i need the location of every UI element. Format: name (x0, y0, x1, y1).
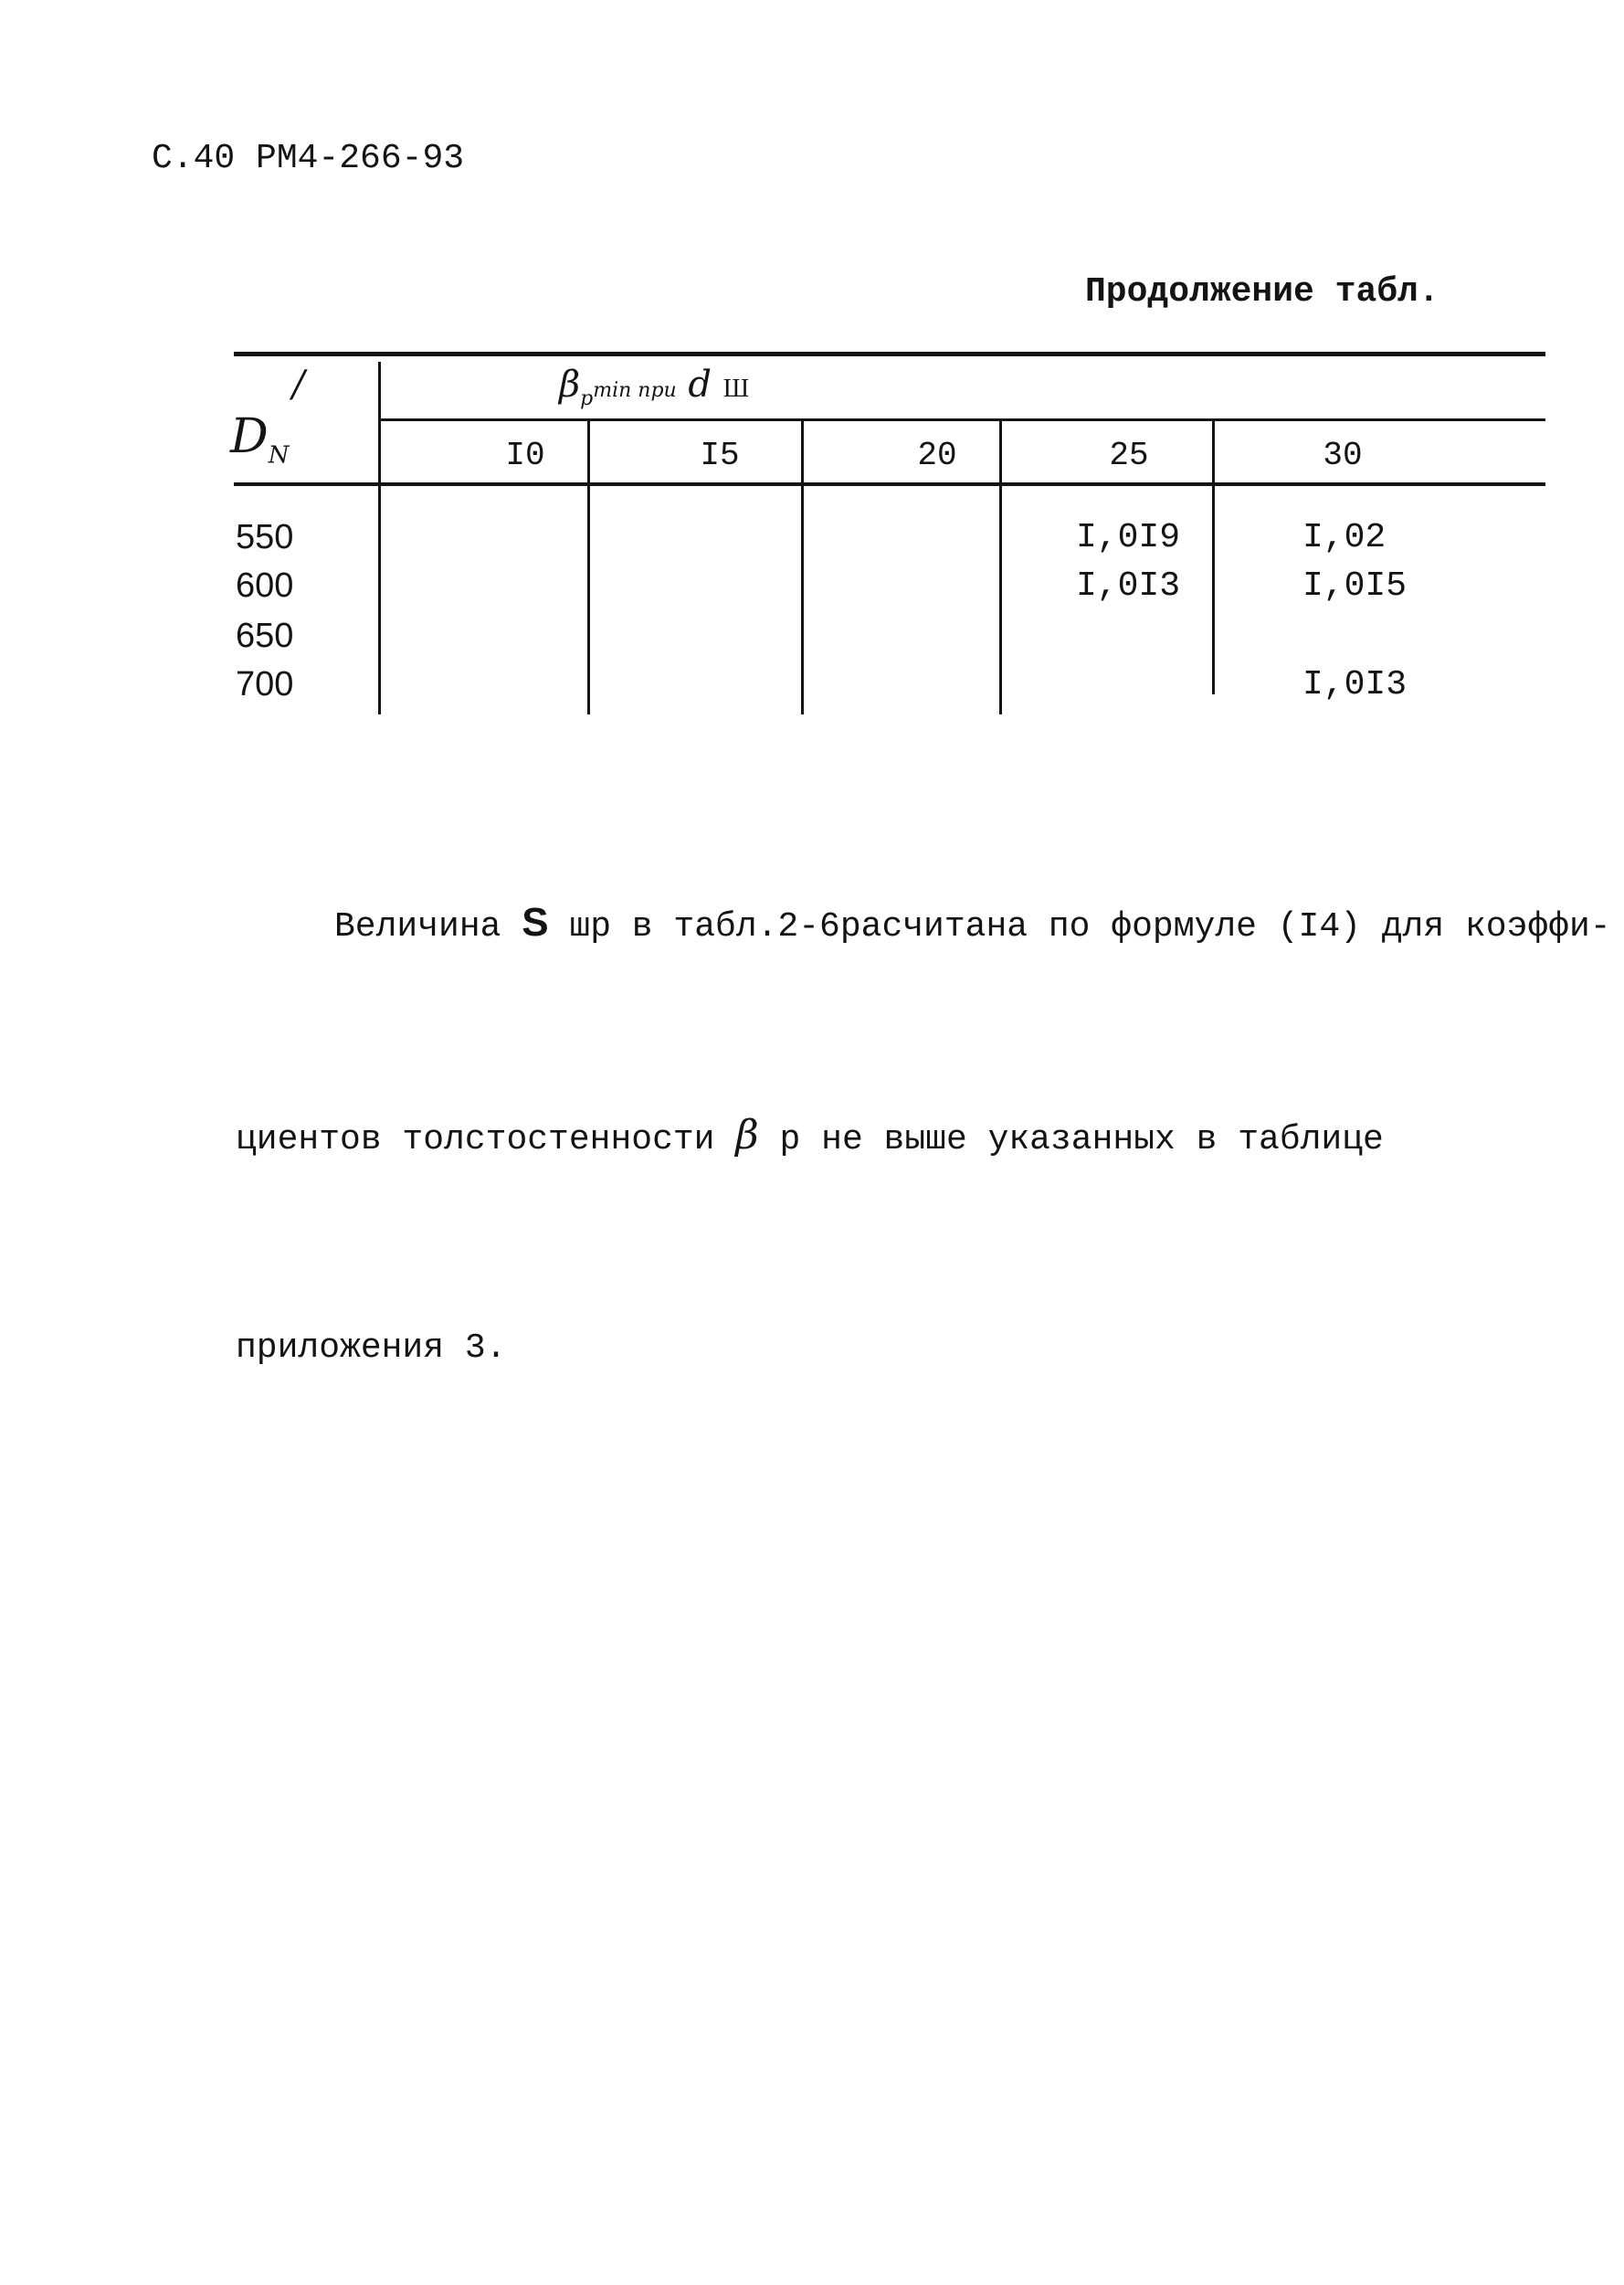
table-continuation-label: Продолжение табл. (1085, 272, 1439, 312)
symbol-s: S (522, 900, 549, 945)
row-label: 550 (236, 518, 294, 556)
note-line-3: приложения 3. (236, 1328, 507, 1368)
group-header-suffix: Ш (722, 375, 749, 403)
row-label: 650 (236, 617, 294, 655)
group-header-d: d (688, 364, 712, 406)
symbol-beta: β (735, 1112, 759, 1158)
table-cell: I,02 (1302, 518, 1387, 557)
table-cell: I,0I3 (1302, 665, 1408, 704)
table-vline-5 (1212, 420, 1215, 694)
row-label: 700 (236, 665, 294, 703)
row-header-d (230, 409, 289, 469)
table-top-rule (234, 352, 1545, 356)
column-header: I5 (700, 437, 740, 474)
row-header-symbol: D (230, 409, 269, 464)
note-line-1: Величина S шр в табл.2-6расчитана по формуле (I4) для коэффи- (334, 900, 1611, 947)
column-header: 25 (1109, 437, 1149, 474)
table-vline-1 (378, 362, 381, 714)
row-header-subscript: N (268, 441, 290, 470)
group-header-small: min при (593, 379, 677, 402)
group-header (559, 364, 749, 410)
group-header-subscript: p (580, 387, 594, 410)
group-header-beta: β (559, 364, 581, 406)
table-cell: I,0I5 (1302, 566, 1408, 606)
note-line-2: циентов толстостенности β р не выше указанных в таблице (236, 1112, 1384, 1159)
row-header-prime: / (292, 364, 305, 406)
table-cell: I,0I3 (1076, 566, 1181, 606)
table-vline-4 (999, 420, 1002, 714)
row-label: 600 (236, 566, 294, 605)
table-cell: I,0I9 (1076, 518, 1181, 557)
table-vline-3 (801, 420, 804, 714)
table-group-rule (380, 418, 1545, 421)
column-header: 30 (1323, 437, 1363, 474)
page-reference: С.40 РМ4-266-93 (152, 139, 465, 178)
column-header: 20 (917, 437, 957, 474)
note-paragraph (236, 749, 1611, 1453)
table-vline-2 (587, 420, 590, 714)
table-header-bottom-rule (234, 482, 1545, 486)
column-header: I0 (505, 437, 545, 474)
